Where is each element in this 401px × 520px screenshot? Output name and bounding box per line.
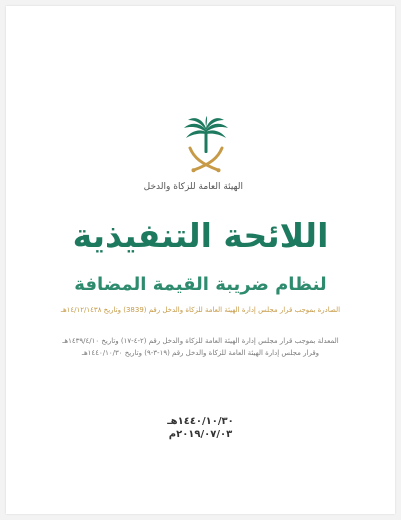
organization-name: الهيئة العامة للزكاة والدخل — [143, 182, 243, 192]
palm-tree-logo-icon — [180, 116, 232, 176]
document-page — [6, 6, 395, 514]
document-subtitle: لنظام ضريبة القيمة المضافة — [74, 274, 327, 295]
amendment-line-1: المعدلة بموجب قرار مجلس إدارة الهيئة العامة للزكاة والدخل رقم (٢-٤-١٧) وتاريخ ١٤٣٩/٤/١٠هـ — [62, 337, 339, 345]
issuance-note: الصادرة بموجب قرار مجلس إدارة الهيئة العامة للزكاة والدخل رقم (3839) وتاريخ ١٤/١٢/١٤٣٨هـ — [60, 306, 341, 314]
amendment-line-2: وقرار مجلس إدارة الهيئة العامة للزكاة والدخل رقم (١٩-٣-٩) وتاريخ ١٤٤٠/١٠/٣٠هـ — [81, 348, 320, 357]
authority-logo — [143, 116, 243, 202]
gregorian-date: ٢٠١٩/٠٧/٠٣م — [168, 428, 233, 440]
amendment-notes — [30, 336, 371, 360]
hijri-date: ١٤٤٠/١٠/٣٠هـ — [167, 416, 234, 427]
document-title: اللائحة التنفيذية — [72, 216, 329, 255]
document-dates — [6, 416, 395, 441]
